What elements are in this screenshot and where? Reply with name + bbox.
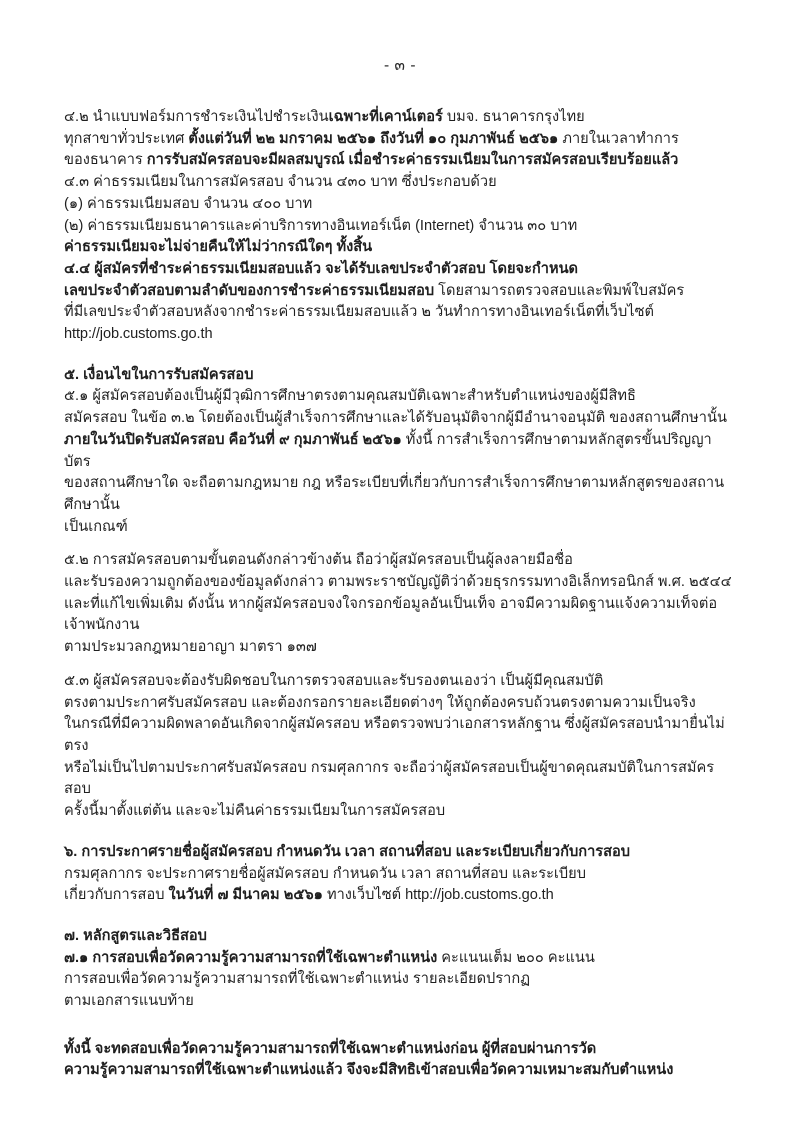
para-4-2-line1 bbox=[64, 107, 736, 129]
text-7-1-tail: คะแนนเต็ม ๒๐๐ คะแนน bbox=[437, 949, 595, 966]
text-6-date: ในวันที่ ๗ มีนาคม ๒๕๖๑ bbox=[168, 887, 323, 904]
para-7-1-line2: การสอบเพื่อวัดความรู้ความสามารถที่ใช้เฉพาะตำแหน่ง รายละเอียดปรากฏ bbox=[64, 971, 530, 988]
para-6-line2 bbox=[64, 885, 736, 907]
text-4-4b-tail: โดยสามารถตรวจสอบและพิมพ์ใบสมัคร bbox=[434, 282, 685, 299]
para-5-1-line3 bbox=[64, 430, 736, 473]
para-7-1-line1 bbox=[64, 948, 736, 970]
para-5-3-line5: ครั้งนี้มาตั้งแต่ต้น และจะไม่คืนค่าธรรมเนียมในการสมัครสอบ bbox=[64, 803, 446, 820]
text-4-2b-tail: ภายในเวลาทำการ bbox=[558, 130, 679, 147]
spacer bbox=[64, 538, 736, 550]
para-5-2-line3: และที่แก้ไขเพิ่มเติม ดังนั้น หากผู้สมัครสอบจงใจกรอกข้อมูลอันเป็นเท็จ อาจมีความผิดฐานแจ้งความเท็จต่อเจ้าพนักงาน bbox=[64, 595, 718, 634]
para-7-closing-line1: ทั้งนี้ จะทดสอบเพื่อวัดความรู้ความสามารถที่ใช้เฉพาะตำแหน่งก่อน ผู้ที่สอบผ่านการวัด bbox=[64, 1040, 597, 1057]
spacer bbox=[64, 823, 736, 842]
document-body bbox=[64, 77, 736, 1082]
spacer bbox=[64, 907, 736, 926]
website-link-4-4[interactable]: http://job.customs.go.th bbox=[64, 326, 213, 343]
page-number: - ๓ - bbox=[383, 57, 417, 74]
para-4-4-line1: ๔.๔ ผู้สมัครที่ชำระค่าธรรมเนียมสอบแล้ว จะได้รับเลขประจำตัวสอบ โดยจะกำหนด bbox=[64, 260, 579, 277]
heading-5: ๕. เงื่อนไขในการรับสมัครสอบ bbox=[64, 366, 254, 383]
para-5-3-line4: หรือไม่เป็นไปตามประกาศรับสมัครสอบ กรมศุลกากร จะถือว่าผู้สมัครสอบเป็นผู้ขาดคุณสมบัติในการสมัครสอบ bbox=[64, 759, 715, 798]
text-6-tail: ทางเว็บไซต์ bbox=[322, 887, 406, 904]
heading-6: ๖. การประกาศรายชื่อผู้สมัครสอบ กำหนดวัน เวลา สถานที่สอบ และระเบียบเกี่ยวกับการสอบ bbox=[64, 843, 631, 860]
para-7-closing-line2: ความรู้ความสามารถที่ใช้เฉพาะตำแหน่งแล้ว จึงจะมีสิทธิเข้าสอบเพื่อวัดความเหมาะสมกับตำแหน่ง bbox=[64, 1062, 674, 1079]
section-7 bbox=[64, 926, 736, 1082]
section-4-2 bbox=[64, 107, 736, 172]
text-4-2c-lead: ของธนาคาร bbox=[64, 152, 147, 169]
para-4-3-sub-1: (๑) ค่าธรรมเนียมสอบ จำนวน ๔๐๐ บาท bbox=[64, 195, 313, 212]
para-5-2-line2: และรับรองความถูกต้องของข้อมูลดังกล่าว ตามพระราชบัญญัติว่าด้วยธุรกรรมทางอิเล็กทรอนิกส์ พ.ศ. ๒๕๔๔ bbox=[64, 574, 732, 591]
para-7-1-line3: ตามเอกสารแนบท้าย bbox=[64, 993, 194, 1010]
text-5-1-tail: ทั้งนี้ การสำเร็จการศึกษาตามหลักสูตรขั้นปริญญาบัตร bbox=[64, 431, 712, 470]
text-4-2-tail: บมจ. ธนาคารกรุงไทย bbox=[442, 109, 585, 125]
text-4-2b-dates: ตั้งแต่วันที่ ๒๒ มกราคม ๒๕๖๑ ถึงวันที่ ๑๐ กุมภาพันธ์ ๒๕๖๑ bbox=[188, 130, 559, 147]
text-4-2b-lead: ทุกสาขาทั่วประเทศ bbox=[64, 130, 189, 147]
spacer bbox=[64, 346, 736, 365]
para-5-1-line1: ๕.๑ ผู้สมัครสอบต้องเป็นผู้มีวุฒิการศึกษาตรงตามคุณสมบัติเฉพาะสำหรับตำแหน่งของผู้มีสิทธิ bbox=[64, 388, 636, 405]
para-5-1-line4: ของสถานศึกษาใด จะถือตามกฎหมาย กฎ หรือระเบียบที่เกี่ยวกับการสำเร็จการศึกษาตามหลักสูตรของสถานศึกษานั้น bbox=[64, 475, 725, 513]
para-5-1-line5: เป็นเกณฑ์ bbox=[64, 518, 128, 535]
text-7-1-bold: ๗.๑ การสอบเพื่อวัดความรู้ความสามารถที่ใช้เฉพาะตำแหน่ง bbox=[64, 949, 438, 966]
text-4-2-lead: ๔.๒ นำแบบฟอร์มการชำระเงินไปชำระเงิน bbox=[64, 109, 329, 125]
para-5-3-line1: ๕.๓ ผู้สมัครสอบจะต้องรับผิดชอบในการตรวจสอบและรับรองตนเองว่า เป็นผู้มีคุณสมบัติ bbox=[64, 672, 604, 689]
text-4-2c-bold: การรับสมัครสอบจะมีผลสมบูรณ์ เมื่อชำระค่าธรรมเนียมในการสมัครสอบเรียบร้อยแล้ว bbox=[146, 152, 679, 169]
text-4-2-bold: เฉพาะที่เคาน์เตอร์ bbox=[328, 109, 443, 125]
para-4-4-line2 bbox=[64, 281, 736, 303]
spacer bbox=[64, 1013, 736, 1039]
spacer bbox=[64, 659, 736, 671]
website-link-6[interactable]: http://job.customs.go.th bbox=[405, 887, 554, 904]
text-4-4b-bold: เลขประจำตัวสอบตามลำดับของการชำระค่าธรรมเนียมสอบ bbox=[64, 282, 435, 299]
para-5-1-line2: สมัครสอบ ในข้อ ๓.๒ โดยต้องเป็นผู้สำเร็จการศึกษาและได้รับอนุมัติจากผู้มีอำนาจอนุมัติ ของสถานศึกษานั้น bbox=[64, 410, 727, 427]
section-6 bbox=[64, 842, 736, 907]
para-4-3-note: ค่าธรรมเนียมจะไม่จ่ายคืนให้ไม่ว่ากรณีใดๆ ทั้งสิ้น bbox=[64, 239, 373, 256]
para-6-line1: กรมศุลกากร จะประกาศรายชื่อผู้สมัครสอบ กำหนดวัน เวลา สถานที่สอบ และระเบียบ bbox=[64, 865, 586, 882]
para-4-3-sub-2: (๒) ค่าธรรมเนียมธนาคารและค่าบริการทางอินเทอร์เน็ต (Internet) จำนวน ๓๐ บาท bbox=[64, 217, 578, 234]
para-5-3-line2: ตรงตามประกาศรับสมัครสอบ และต้องกรอกรายละเอียดต่างๆ ให้ถูกต้องครบถ้วนตรงตามความเป็นจริง bbox=[64, 694, 696, 711]
section-4-4 bbox=[64, 259, 736, 346]
para-4-3: ๔.๓ ค่าธรรมเนียมในการสมัครสอบ จำนวน ๔๓๐ บาท ซึ่งประกอบด้วย bbox=[64, 174, 497, 191]
heading-7: ๗. หลักสูตรและวิธีสอบ bbox=[64, 927, 207, 944]
text-5-1-deadline: ภายในวันปิดรับสมัครสอบ คือวันที่ ๙ กุมภาพันธ์ ๒๕๖๑ bbox=[64, 431, 402, 448]
para-5-3-line3: ในกรณีที่มีความผิดพลาดอันเกิดจากผู้สมัครสอบ หรือตรวจพบว่าเอกสารหลักฐาน ซึ่งผู้สมัครสอบนำมายื่นไม่ตรง bbox=[64, 716, 725, 754]
section-5 bbox=[64, 365, 736, 823]
para-5-2-line1: ๕.๒ การสมัครสอบตามขั้นตอนดังกล่าวข้างต้น ถือว่าผู้สมัครสอบเป็นผู้ลงลายมือชื่อ bbox=[64, 552, 573, 569]
para-5-2-line4: ตามประมวลกฎหมายอาญา มาตรา ๑๓๗ bbox=[64, 639, 317, 656]
text-6-lead: เกี่ยวกับการสอบ bbox=[64, 887, 169, 904]
para-4-2-line2 bbox=[64, 129, 736, 151]
para-4-2-line3 bbox=[64, 150, 736, 172]
para-4-4-line3: ที่มีเลขประจำตัวสอบหลังจากชำระค่าธรรมเนียมสอบแล้ว ๒ วันทำการทางอินเทอร์เน็ตที่เว็บไซต์ bbox=[64, 304, 654, 321]
section-4-3 bbox=[64, 172, 736, 259]
